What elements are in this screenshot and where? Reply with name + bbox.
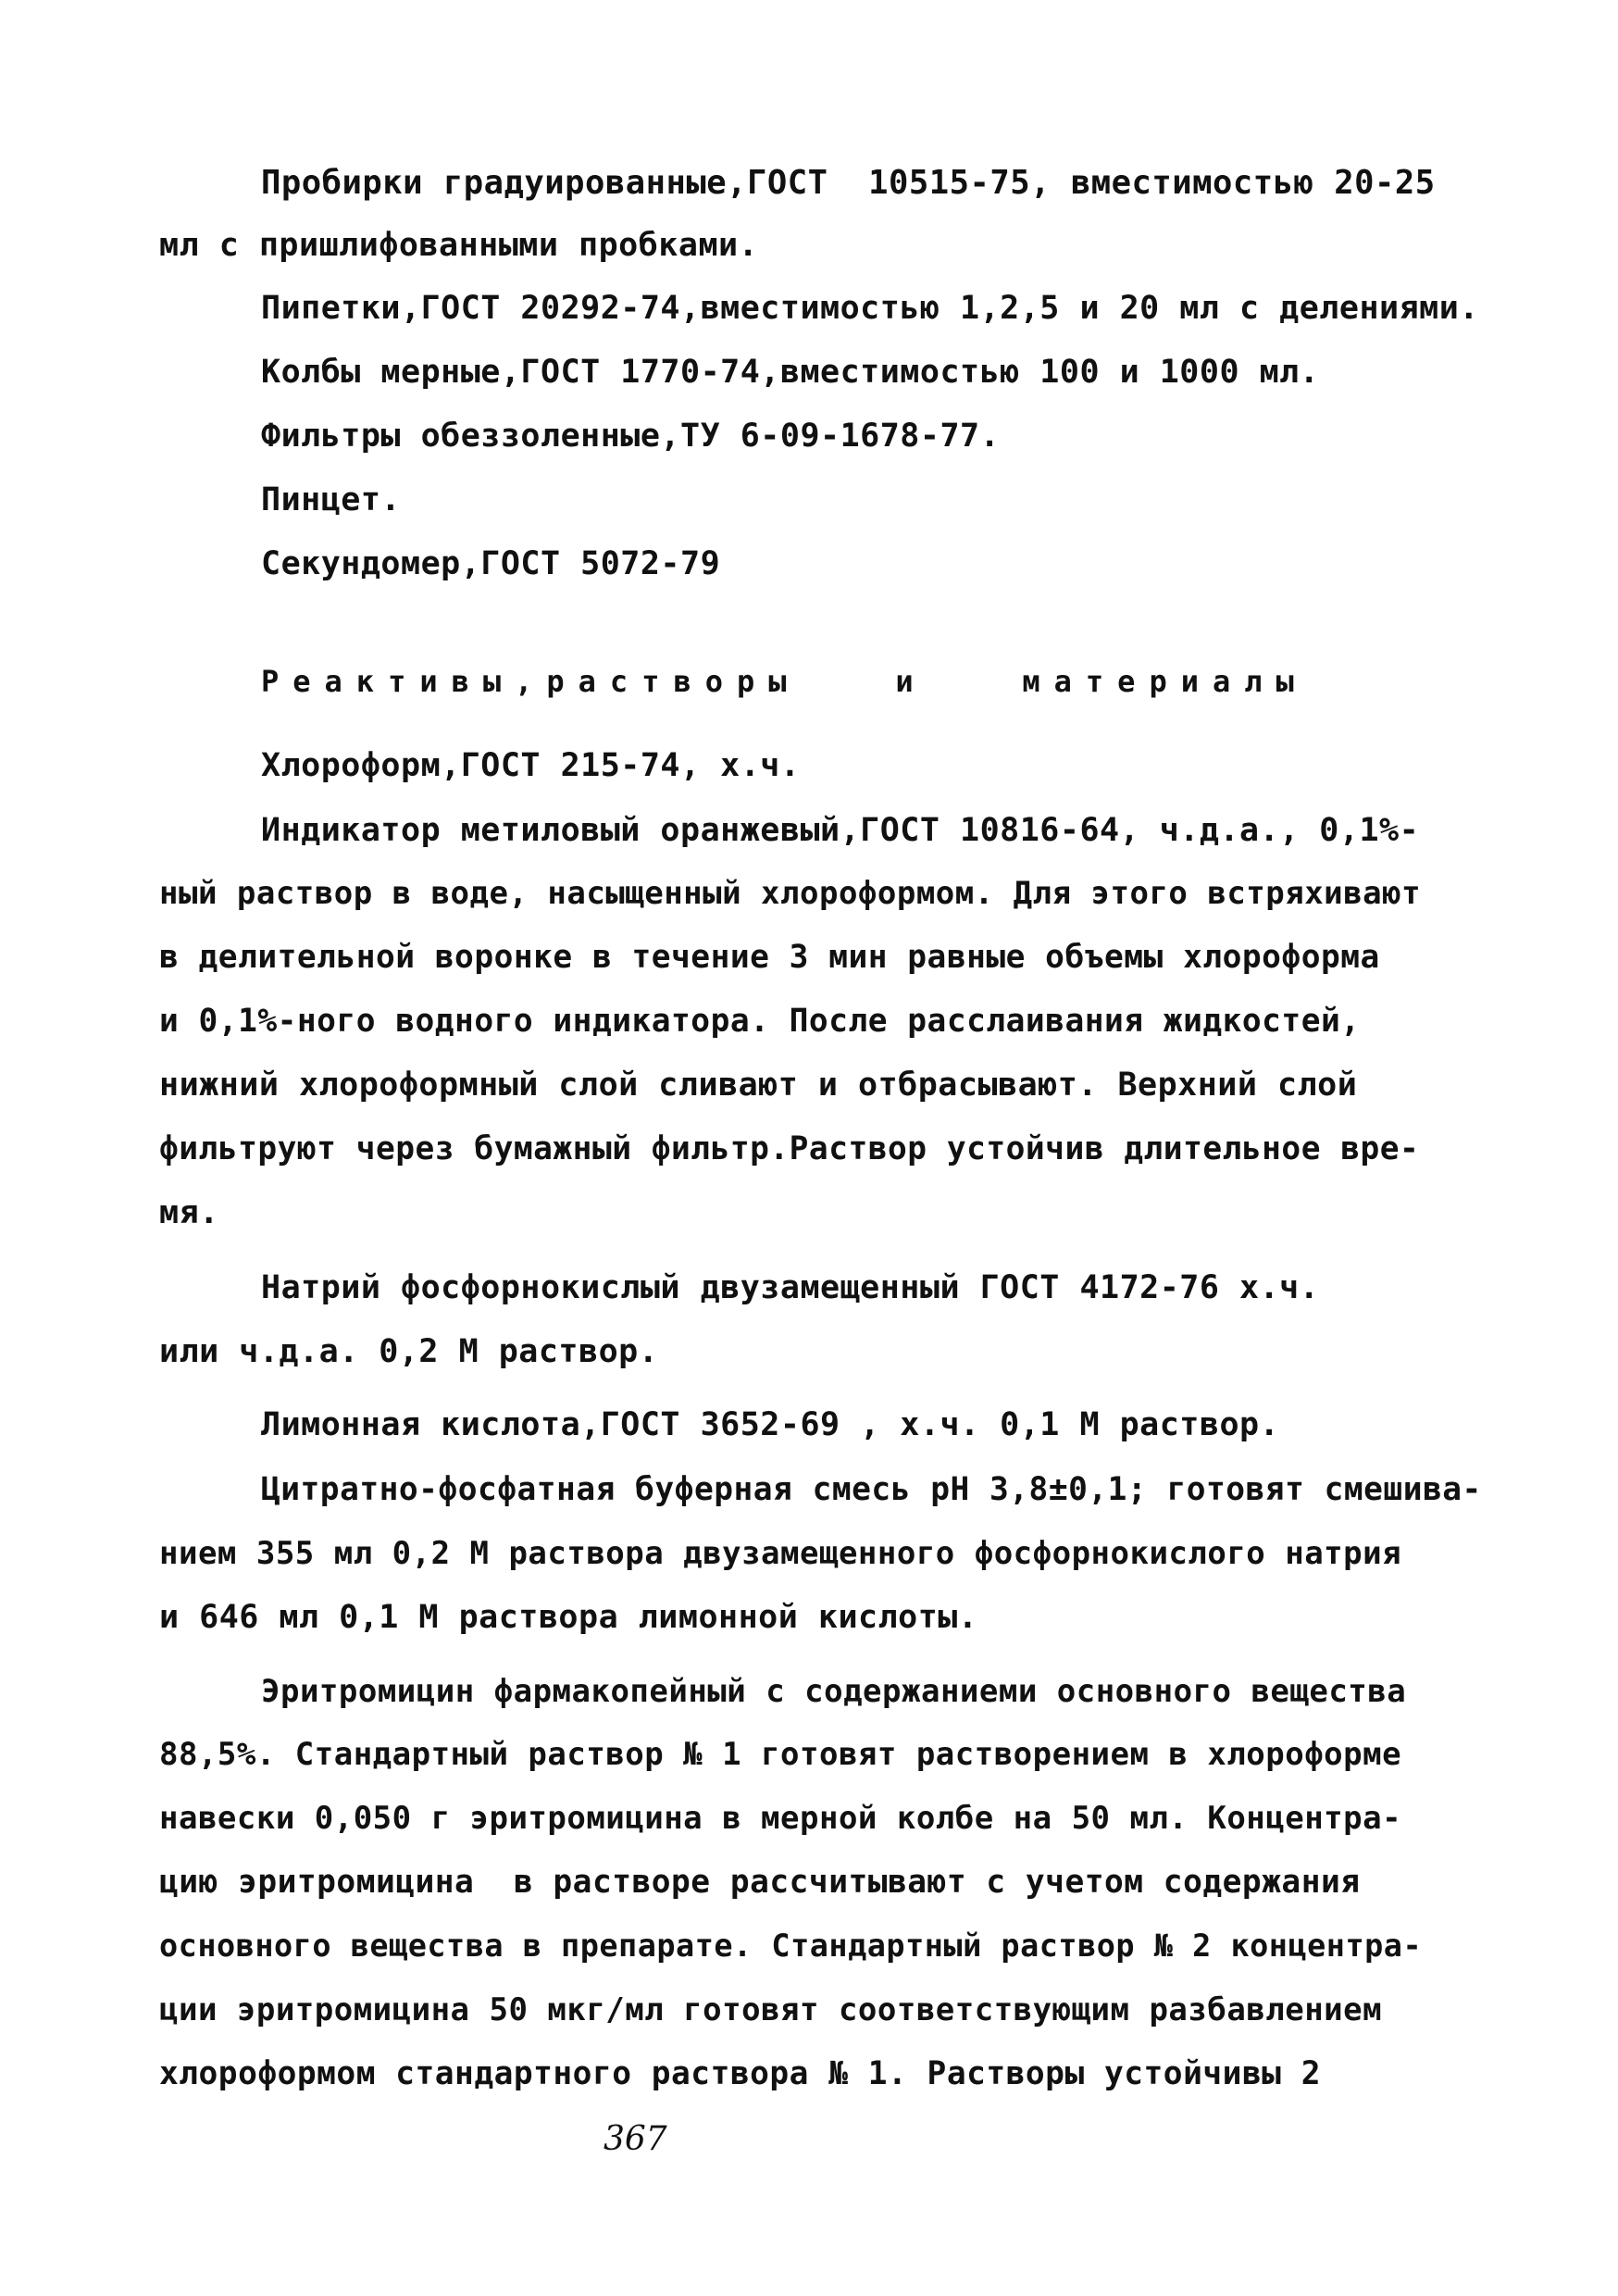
reagent-line: цию эритромицина в растворе рассчитывают с учетом содержания	[159, 1864, 1361, 1901]
equipment-line: мл с пришлифованными пробками.	[159, 227, 759, 264]
reagent-line: 88,5%. Стандартный раствор № 1 готовят растворением в хлороформе	[159, 1736, 1402, 1773]
reagent-line: Индикатор метиловый оранжевый,ГОСТ 10816-64, ч.д.а., 0,1%-	[261, 812, 1420, 849]
reagent-line: мя.	[159, 1194, 219, 1231]
reagent-line: навески 0,050 г эритромицина в мерной колбе на 50 мл. Концентра-	[159, 1800, 1402, 1837]
reagent-line: Натрий фосфорнокислый двузамещенный ГОСТ 4172-76 х.ч.	[261, 1269, 1320, 1306]
reagent-line: Эритромицин фармакопейный с содержаниеми основного вещества	[261, 1673, 1407, 1710]
reagent-line: хлороформом стандартного раствора № 1. Растворы устойчивы 2	[159, 2055, 1321, 2092]
reagent-line: ный раствор в воде, насыщенный хлороформом. Для этого встряхивают	[159, 875, 1422, 912]
equipment-line: Пипетки,ГОСТ 20292-74,вместимостью 1,2,5 и 20 мл с делениями.	[261, 290, 1479, 327]
reagent-line: Цитратно-фосфатная буферная смесь рН 3,8±0,1; готовят смешива-	[261, 1471, 1482, 1508]
page-number: 367	[604, 2120, 667, 2158]
equipment-line: Пробирки градуированные,ГОСТ 10515-75, вместимостью 20-25	[261, 164, 1436, 202]
reagent-line: Лимонная кислота,ГОСТ 3652-69 , х.ч. 0,1 М раствор.	[261, 1406, 1280, 1443]
reagent-line: нижний хлороформный слой сливают и отбрасывают. Верхний слой	[159, 1067, 1358, 1104]
reagent-line: Хлороформ,ГОСТ 215-74, х.ч.	[261, 747, 801, 784]
reagent-line: ции эритромицина 50 мкг/мл готовят соответствующим разбавлением	[159, 1991, 1383, 2028]
equipment-line: Фильтры обеззоленные,ТУ 6-09-1678-77.	[261, 418, 1001, 455]
section-heading: Реактивы,растворы и материалы	[261, 664, 1308, 699]
reagent-line: в делительной воронке в течение 3 мин равные объемы хлороформа	[159, 939, 1380, 976]
reagent-line: и 646 мл 0,1 М раствора лимонной кислоты.	[159, 1599, 978, 1636]
reagent-line: нием 355 мл 0,2 М раствора двузамещенного фосфорнокислого натрия	[159, 1535, 1402, 1572]
equipment-line: Колбы мерные,ГОСТ 1770-74,вместимостью 100 и 1000 мл.	[261, 354, 1320, 391]
reagent-line: основного вещества в препарате. Стандартный раствор № 2 концентра-	[159, 1928, 1423, 1964]
equipment-line: Пинцет.	[261, 481, 402, 518]
equipment-line: Секундомер,ГОСТ 5072-79	[261, 545, 721, 582]
reagent-line: и 0,1%-ного водного индикатора. После расслаивания жидкостей,	[159, 1003, 1361, 1040]
reagent-line: фильтруют через бумажный фильтр.Раствор устойчив длительное вре-	[159, 1130, 1420, 1167]
reagent-line: или ч.д.а. 0,2 М раствор.	[159, 1333, 659, 1370]
